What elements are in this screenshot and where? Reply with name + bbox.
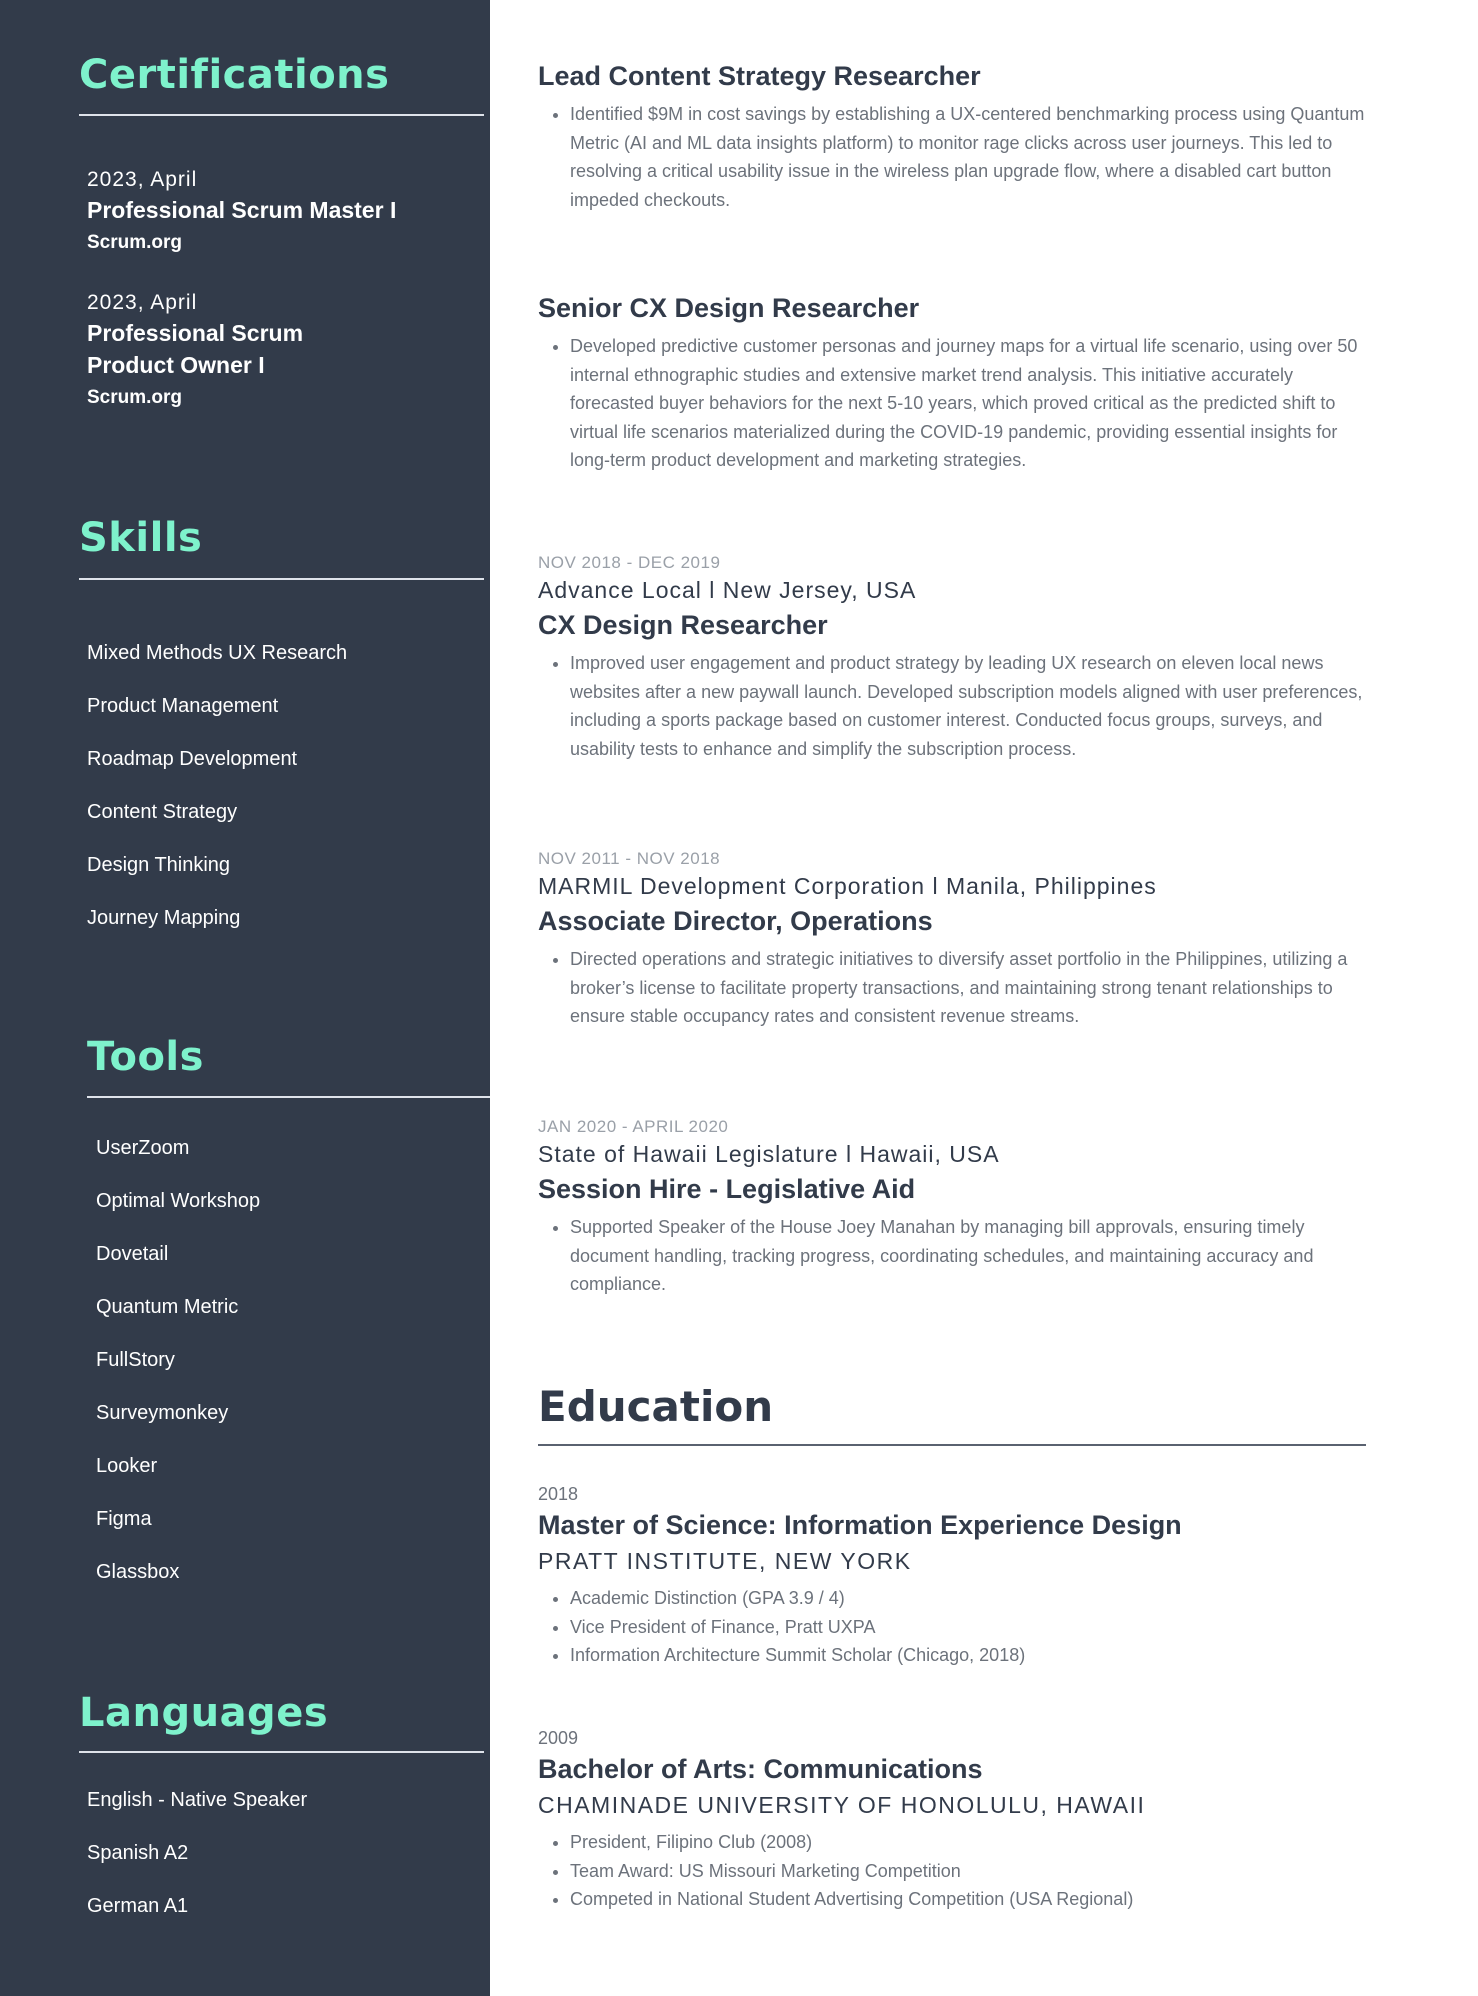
certification-item [87, 289, 337, 415]
tool-item: Figma [96, 1508, 152, 1530]
skills-list [87, 640, 347, 958]
certification-name: Professional Scrum Product Owner I [87, 320, 304, 378]
job-title: CX Design Researcher [538, 610, 828, 640]
certification-date: 2023, April [87, 168, 198, 191]
education-year: 2009 [538, 1728, 579, 1748]
job-title: Lead Content Strategy Researcher [538, 61, 981, 91]
education-bullet: • Academic Distinction (GPA 3.9 / 4) [570, 1584, 1368, 1613]
sidebar [0, 0, 490, 1996]
job-company: State of Hawaii Legislature l Hawaii, USA [538, 1141, 1000, 1167]
tools-heading: Tools [87, 1034, 204, 1080]
languages-divider [79, 1751, 484, 1753]
job-bullet: • Developed predictive customer personas and journey maps for a virtual life scenario, using over 50 internal ethnographic studies and extensive market trend analysis. This initiative accurately forecasted buyer behaviors for the next 5-10 years, which proved critical as the predicted shift to virtual life scenarios materialized during the COVID-19 pandemic, providing essential insights for long-term product development and marketing strategies. [570, 332, 1368, 475]
job-company: MARMIL Development Corporation l Manila, Philippines [538, 873, 1157, 899]
job-bullets [538, 100, 1368, 214]
education-degree: Bachelor of Arts: Communications [538, 1754, 983, 1784]
skill-item: Content Strategy [87, 801, 238, 823]
education-bullet: • Team Award: US Missouri Marketing Competition [570, 1857, 1368, 1886]
job-bullets [538, 1213, 1368, 1299]
job-title: Session Hire - Legislative Aid [538, 1174, 916, 1204]
certification-item [87, 166, 477, 260]
education-heading: Education [538, 1382, 774, 1431]
skill-item: Mixed Methods UX Research [87, 642, 348, 664]
tool-item: Quantum Metric [96, 1296, 239, 1318]
education-school: PRATT INSTITUTE, NEW YORK [538, 1548, 912, 1574]
language-item: German A1 [87, 1895, 189, 1917]
skill-item: Roadmap Development [87, 748, 298, 770]
certification-issuer: Scrum.org [87, 232, 183, 253]
education-degree: Master of Science: Information Experience Design [538, 1510, 1182, 1540]
skills-heading: Skills [79, 515, 203, 561]
experience-entry [538, 1115, 1368, 1299]
language-item: English - Native Speaker [87, 1789, 308, 1811]
job-bullet: • Directed operations and strategic initiatives to diversify asset portfolio in the Philippines, utilizing a broker’s license to facilitate property transactions, and maintaining strong tenant relationships to ensure stable occupancy rates and consistent revenue streams. [570, 945, 1368, 1031]
education-entry [538, 1726, 1368, 1914]
education-year: 2018 [538, 1484, 579, 1504]
job-bullets [538, 649, 1368, 763]
education-entry [538, 1482, 1368, 1670]
experience-entry [538, 847, 1368, 1031]
education-bullet: • Vice President of Finance, Pratt UXPA [570, 1613, 1368, 1642]
skill-item: Journey Mapping [87, 907, 241, 929]
skill-item: Product Management [87, 695, 279, 717]
job-title: Associate Director, Operations [538, 906, 933, 936]
education-divider [538, 1444, 1366, 1446]
job-bullets [538, 945, 1368, 1031]
tools-divider [87, 1096, 490, 1098]
job-dates: NOV 2018 - DEC 2019 [538, 553, 721, 572]
certification-issuer: Scrum.org [87, 387, 183, 408]
job-bullet: • Identified $9M in cost savings by establishing a UX-centered benchmarking process using Quantum Metric (AI and ML data insights platform) to monitor rage clicks across user journeys. This led to resolving a critical usability issue in the wireless plan upgrade flow, where a disabled cart button impeded checkouts. [570, 100, 1368, 214]
job-title: Senior CX Design Researcher [538, 293, 920, 323]
certification-date: 2023, April [87, 291, 198, 314]
experience-entry [538, 288, 1368, 475]
tool-item: UserZoom [96, 1137, 190, 1159]
experience-entry [538, 56, 1368, 214]
education-bullet: • Competed in National Student Advertising Competition (USA Regional) [570, 1885, 1368, 1914]
tool-item: Glassbox [96, 1561, 180, 1583]
skill-item: Design Thinking [87, 854, 231, 876]
education-school: CHAMINADE UNIVERSITY OF HONOLULU, HAWAII [538, 1792, 1146, 1818]
languages-list [87, 1787, 307, 1946]
tools-list [96, 1135, 260, 1612]
language-item: Spanish A2 [87, 1842, 189, 1864]
main-content [538, 0, 1368, 1996]
tool-item: Optimal Workshop [96, 1190, 261, 1212]
experience-entry [538, 551, 1368, 763]
tool-item: FullStory [96, 1349, 175, 1371]
job-bullets [538, 332, 1368, 475]
tool-item: Dovetail [96, 1243, 169, 1265]
job-bullet: • Supported Speaker of the House Joey Manahan by managing bill approvals, ensuring timely document handling, tracking progress, coordinating schedules, and maintaining accuracy and compliance. [570, 1213, 1368, 1299]
education-bullet: • President, Filipino Club (2008) [570, 1828, 1368, 1857]
tool-item: Looker [96, 1455, 158, 1477]
education-bullets [538, 1584, 1368, 1670]
job-bullet: • Improved user engagement and product strategy by leading UX research on eleven local news websites after a new paywall launch. Developed subscription models aligned with user preferences, including a sports package based on customer interest. Conducted focus groups, surveys, and usability tests to enhance and simplify the subscription process. [570, 649, 1368, 763]
certifications-heading: Certifications [79, 52, 390, 98]
certifications-divider [79, 114, 484, 116]
skills-divider [79, 578, 484, 580]
education-bullet: • Information Architecture Summit Scholar (Chicago, 2018) [570, 1641, 1368, 1670]
education-bullets [538, 1828, 1368, 1914]
job-company: Advance Local l New Jersey, USA [538, 577, 917, 603]
certification-name: Professional Scrum Master I [87, 197, 397, 223]
languages-heading: Languages [79, 1690, 329, 1736]
tool-item: Surveymonkey [96, 1402, 229, 1424]
job-dates: NOV 2011 - NOV 2018 [538, 849, 721, 868]
job-dates: JAN 2020 - APRIL 2020 [538, 1117, 729, 1136]
